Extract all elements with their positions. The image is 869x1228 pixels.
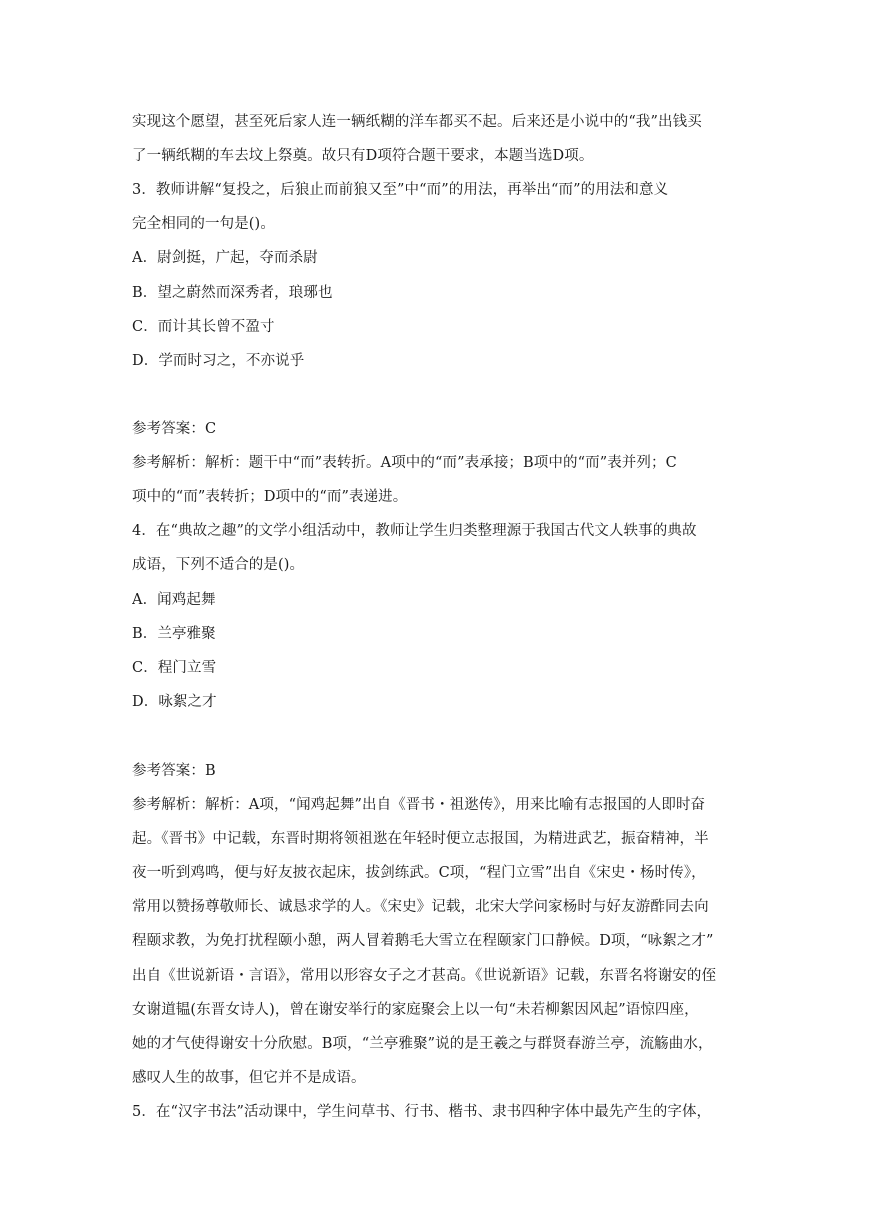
- question-4-answer: 参考答案：B: [132, 763, 216, 779]
- question-4-option-b: B．兰亭雅聚: [132, 626, 216, 642]
- question-4-explanation: 起。《晋书》中记载，东晋时期将领祖逖在年轻时便立志报国，为精进武艺，振奋精神，半: [132, 831, 709, 847]
- question-5-stem: 5．在“汉字书法”活动课中，学生问草书、行书、楷书、隶书四种字体中最先产生的字体，: [132, 1104, 712, 1120]
- question-3-answer: 参考答案：C: [132, 421, 217, 437]
- question-4-explanation: 感叹人生的故事，但它并不是成语。: [132, 1070, 366, 1086]
- question-4-stem: 4．在“典故之趣”的文学小组活动中，教师让学生归类整理源于我国古代文人轶事的典故: [132, 523, 697, 539]
- question-3-stem: 完全相同的一句是()。: [132, 216, 275, 232]
- question-3-explanation: 参考解析：解析：题干中“而”表转折。A项中的“而”表承接；B项中的“而”表并列；C: [132, 455, 677, 471]
- question-4-option-c: C．程门立雪: [132, 660, 217, 676]
- question-4-explanation: 出自《世说新语・言语》，常用以形容女子之才甚高。《世说新语》记载，东晋名将谢安的侄: [132, 968, 717, 984]
- question-3-option-d: D．学而时习之，不亦说乎: [132, 353, 305, 369]
- question-3-explanation: 项中的“而”表转折；D项中的“而”表递进。: [132, 489, 408, 505]
- question-4-explanation: 常用以赞扬尊敬师长、诚恳求学的人。《宋史》记载，北宋大学问家杨时与好友游酢同去向: [132, 899, 709, 915]
- question-3-option-a: A．尉剑挺，广起，夺而杀尉: [132, 250, 318, 266]
- explanation-line: 了一辆纸糊的车去坟上祭奠。故只有D项符合题干要求，本题当选D项。: [132, 148, 594, 164]
- question-4-explanation: 程颐求教，为免打扰程颐小憩，两人冒着鹅毛大雪立在程颐家门口静候。D项，“咏絮之才”: [132, 933, 714, 949]
- question-3-option-b: B．望之蔚然而深秀者，琅琊也: [132, 285, 333, 301]
- question-4-explanation: 她的才气使得谢安十分欣慰。B项，“兰亭雅聚”说的是王羲之与群贤春游兰亭，流觞曲水，: [132, 1036, 713, 1052]
- question-4-explanation: 夜一听到鸡鸣，便与好友披衣起床，拔剑练武。C项，“程门立雪”出自《宋史・杨时传》，: [132, 865, 706, 881]
- question-4-explanation: 参考解析：解析：A项，“闻鸡起舞”出自《晋书・祖逖传》，用来比喻有志报国的人即时奋: [132, 797, 706, 813]
- question-4-option-a: A．闻鸡起舞: [132, 592, 216, 608]
- explanation-line: 实现这个愿望，甚至死后家人连一辆纸糊的洋车都买不起。后来还是小说中的“我”出钱买: [132, 114, 702, 130]
- question-3-option-c: C．而计其长曾不盈寸: [132, 319, 275, 335]
- question-4-explanation: 女谢道韫(东晋女诗人)，曾在谢安举行的家庭聚会上以一句“未若柳絮因风起”语惊四座，: [132, 1002, 699, 1018]
- question-4-stem: 成语，下列不适合的是()。: [132, 557, 305, 573]
- question-3-stem: 3．教师讲解“复投之，后狼止而前狼又至”中“而”的用法，再举出“而”的用法和意义: [132, 182, 669, 198]
- question-4-option-d: D．咏絮之才: [132, 694, 217, 710]
